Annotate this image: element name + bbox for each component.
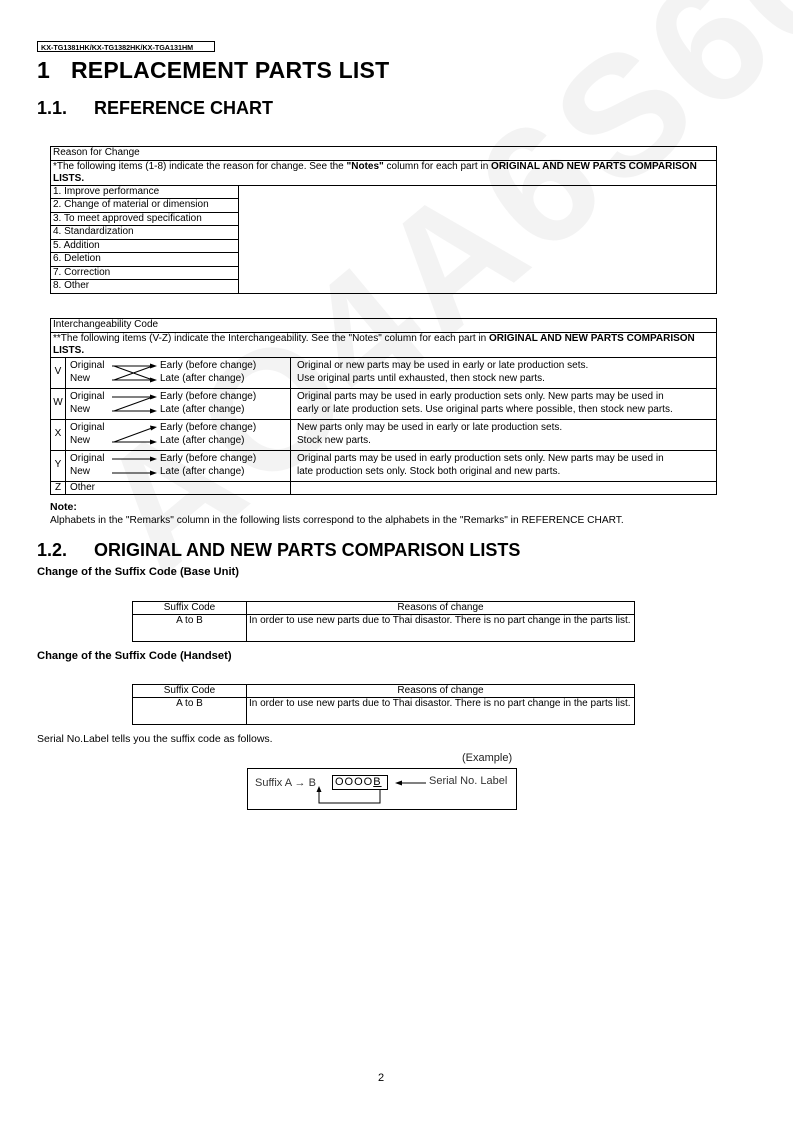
code-v: V: [51, 357, 66, 388]
suffix-code-value: A to B: [133, 698, 247, 725]
other-label: Other: [66, 481, 291, 495]
desc-line: Stock new parts.: [297, 434, 371, 446]
serial-code: OOOO: [335, 776, 374, 788]
section-1-2-title: [37, 540, 520, 561]
intro-text-mid: column for each part in: [383, 160, 492, 172]
code-z: Z: [51, 481, 66, 495]
reason-item: 5. Addition: [51, 239, 239, 253]
late-label: Late (after change): [160, 434, 245, 446]
diagram-y: [66, 450, 291, 481]
new-label: New: [70, 403, 91, 415]
description-y: [291, 450, 717, 481]
interchange-table-title: Interchangeability Code: [51, 319, 717, 333]
suffix-code-header: Suffix Code: [133, 685, 247, 698]
section-1-title: [37, 57, 389, 84]
early-label: Early (before change): [160, 422, 257, 433]
section-1-1-title: [37, 98, 273, 119]
reasons-header: Reasons of change: [247, 685, 635, 698]
interchangeability-table: [50, 318, 717, 495]
reason-for-change-table: [50, 146, 717, 294]
code-y: Y: [51, 450, 66, 481]
description-x: [291, 419, 717, 450]
section-number: 1.1.: [37, 98, 68, 118]
cross-arrows-icon: [110, 359, 158, 387]
loop-arrow-icon: [314, 785, 394, 807]
new-label: New: [70, 465, 91, 477]
suffix-change-text: Suffix A → B: [255, 777, 316, 789]
serial-label-example: [247, 768, 517, 810]
late-label: Late (after change): [160, 465, 245, 477]
new-label: New: [70, 434, 91, 446]
handset-suffix-table: [132, 684, 635, 725]
example-caption: (Example): [462, 752, 513, 764]
early-label: Early (before change): [160, 453, 257, 464]
z-arrows-icon: [110, 390, 158, 418]
original-label: Original: [70, 360, 105, 371]
new-label: New: [70, 372, 91, 384]
reason-item: 8. Other: [51, 280, 239, 294]
code-x: X: [51, 419, 66, 450]
reason-item: 1. Improve performance: [51, 185, 239, 199]
serial-code-suffix: B: [373, 776, 382, 788]
new-only-arrows-icon: [110, 421, 158, 449]
late-label: Late (after change): [160, 403, 245, 415]
desc-line: Use original parts until exhausted, then stock new parts.: [297, 372, 545, 384]
reason-item: 2. Change of material or dimension: [51, 199, 239, 213]
original-label: Original: [70, 453, 105, 464]
description-z: [291, 481, 717, 495]
intro-text: **The following items (V-Z) indicate the Interchangeability. See the "Notes" column for each part in: [53, 332, 490, 344]
section-number: 1.2.: [37, 540, 68, 560]
desc-line: New parts only may be used in early or late production sets.: [297, 422, 563, 433]
section-title: REPLACEMENT PARTS LIST: [71, 57, 390, 83]
diagram-x: [66, 419, 291, 450]
base-unit-heading: Change of the Suffix Code (Base Unit): [37, 566, 240, 578]
reason-item: 7. Correction: [51, 266, 239, 280]
suffix-code-value: A to B: [133, 615, 247, 642]
parallel-arrows-icon: [110, 452, 158, 480]
diagram-v: [66, 357, 291, 388]
code-w: W: [51, 388, 66, 419]
page-number: 2: [378, 1072, 385, 1084]
intro-text: *The following items (1-8) indicate the reason for change. See the: [53, 160, 347, 172]
reason-table-intro: [51, 160, 717, 185]
base-unit-suffix-table: [132, 601, 635, 642]
desc-line: Original parts may be used in early production sets only. New parts may be used in: [297, 391, 664, 402]
left-arrow-icon: [394, 777, 428, 789]
reason-blank-area: [239, 185, 717, 293]
reasons-header: Reasons of change: [247, 602, 635, 615]
section-title: ORIGINAL AND NEW PARTS COMPARISON LISTS: [94, 540, 521, 560]
reason-item: 4. Standardization: [51, 226, 239, 240]
intro-notes: "Notes": [346, 160, 384, 172]
early-label: Early (before change): [160, 360, 257, 371]
intro-bold: ORIGINAL AND NEW PARTS COMPARISON LISTS.: [53, 160, 697, 184]
reason-value: In order to use new parts due to Thai disastor. There is no part change in the parts list.: [247, 698, 635, 725]
model-code-header: KX-TG1381HK/KX-TG1382HK/KX-TGA131HM: [37, 41, 215, 52]
original-label: Original: [70, 422, 105, 433]
note-text: Alphabets in the "Remarks" column in the following lists correspond to the alphabets in the "Remarks" in REFERENCE CHART.: [50, 515, 624, 526]
early-label: Early (before change): [160, 391, 257, 402]
suffix-code-header: Suffix Code: [133, 602, 247, 615]
serial-label-intro: Serial No.Label tells you the suffix code as follows.: [37, 733, 273, 745]
desc-line: late production sets only. Stock both original and new parts.: [297, 465, 561, 477]
reason-value: In order to use new parts due to Thai disastor. There is no part change in the parts list.: [247, 615, 635, 642]
late-label: Late (after change): [160, 372, 245, 384]
reason-item: 6. Deletion: [51, 253, 239, 267]
original-label: Original: [70, 391, 105, 402]
section-number: 1: [37, 57, 50, 83]
section-title: REFERENCE CHART: [94, 98, 274, 118]
intro-bold: ORIGINAL AND NEW PARTS COMPARISON LISTS.: [53, 332, 695, 356]
interchange-table-intro: [51, 332, 717, 357]
description-w: [291, 388, 717, 419]
reason-table-title: Reason for Change: [51, 147, 717, 161]
description-v: [291, 357, 717, 388]
note-label: Note:: [50, 501, 77, 513]
desc-line: early or late production sets. Use original parts where possible, then stock new parts.: [297, 403, 673, 415]
desc-line: Original or new parts may be used in early or late production sets.: [297, 360, 589, 371]
serial-no-label-text: Serial No. Label: [429, 775, 508, 787]
desc-line: Original parts may be used in early production sets only. New parts may be used in: [297, 453, 664, 464]
handset-heading: Change of the Suffix Code (Handset): [37, 650, 232, 662]
diagram-w: [66, 388, 291, 419]
reason-item: 3. To meet approved specification: [51, 212, 239, 226]
